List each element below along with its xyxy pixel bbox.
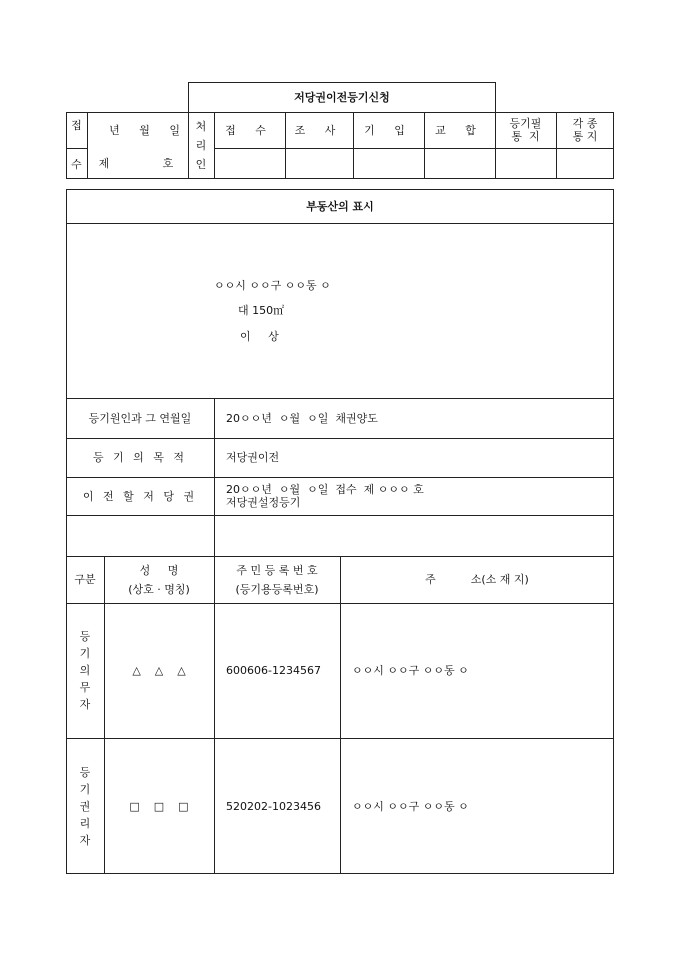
party-row-holder-category: 등 기 권 리 자 [79,765,91,847]
property-line-address: ㅇㅇ시 ㅇㅇ구 ㅇㅇ동 ㅇ [214,278,331,292]
parties-header-category: 구분 [74,573,96,586]
party-row-holder-name: □ □ □ [129,799,189,813]
detail-label-blank [66,515,214,556]
property-line-land: 대 150㎡ [238,303,285,317]
receipt-processor-label: 처 리 인 [195,120,207,171]
receipt-col-deunggipil: 등기필 통 지 [509,117,542,143]
receipt-number-label-2: 호 [162,157,174,170]
receipt-col-jeopsu: 접 수 [225,123,274,137]
form-title: 저당권이전등기신청 [294,91,390,104]
parties-header-id-number: 주 민 등 록 번 호 (등기용등록번호) [235,563,319,596]
receipt-col-gakjong: 각 종 통 지 [572,117,598,143]
receipt-date-label: 년 월 일 [109,123,188,137]
party-row-obligor-name: △ △ △ [132,664,186,677]
detail-label-mortgage: 이 전 할 저 당 권 [82,489,198,503]
property-line-end: 이 상 [240,329,279,343]
detail-label-purpose: 등 기 의 목 적 [92,451,188,464]
party-row-obligor-id: 600606-1234567 [226,664,321,677]
receipt-jeop-label: 접 [71,118,82,132]
party-row-holder-id: 520202-1023456 [226,799,321,813]
party-row-obligor-address: ㅇㅇ시 ㅇㅇ구 ㅇㅇ동 ㅇ [352,664,469,677]
detail-label-cause-date: 등기원인과 그 연월일 [88,411,192,425]
detail-value-cause-date: 20ㅇㅇ년 ㅇ월 ㅇ일 채권양도 [226,411,378,425]
receipt-su-label: 수 [71,157,82,171]
property-section-title: 부동산의 표시 [306,199,374,213]
parties-header-name: 성 명 (상호 · 명칭) [128,563,190,596]
parties-header-address: 주 소(소 재 지) [425,573,529,586]
receipt-col-gyohap: 교 합 [435,123,484,137]
receipt-col-josa: 조 사 [294,123,344,137]
receipt-col-giip: 기 입 [364,123,413,137]
detail-value-mortgage: 20ㅇㅇ년 ㅇ월 ㅇ일 접수 제 ㅇㅇㅇ 호 저당권설정등기 [226,483,424,509]
party-row-holder-address: ㅇㅇ시 ㅇㅇ구 ㅇㅇ동 ㅇ [352,799,469,813]
detail-value-purpose: 저당권이전 [226,451,280,464]
receipt-number-label-1: 제 [98,157,110,170]
party-row-obligor-category: 등 기 의 무 자 [79,630,91,711]
